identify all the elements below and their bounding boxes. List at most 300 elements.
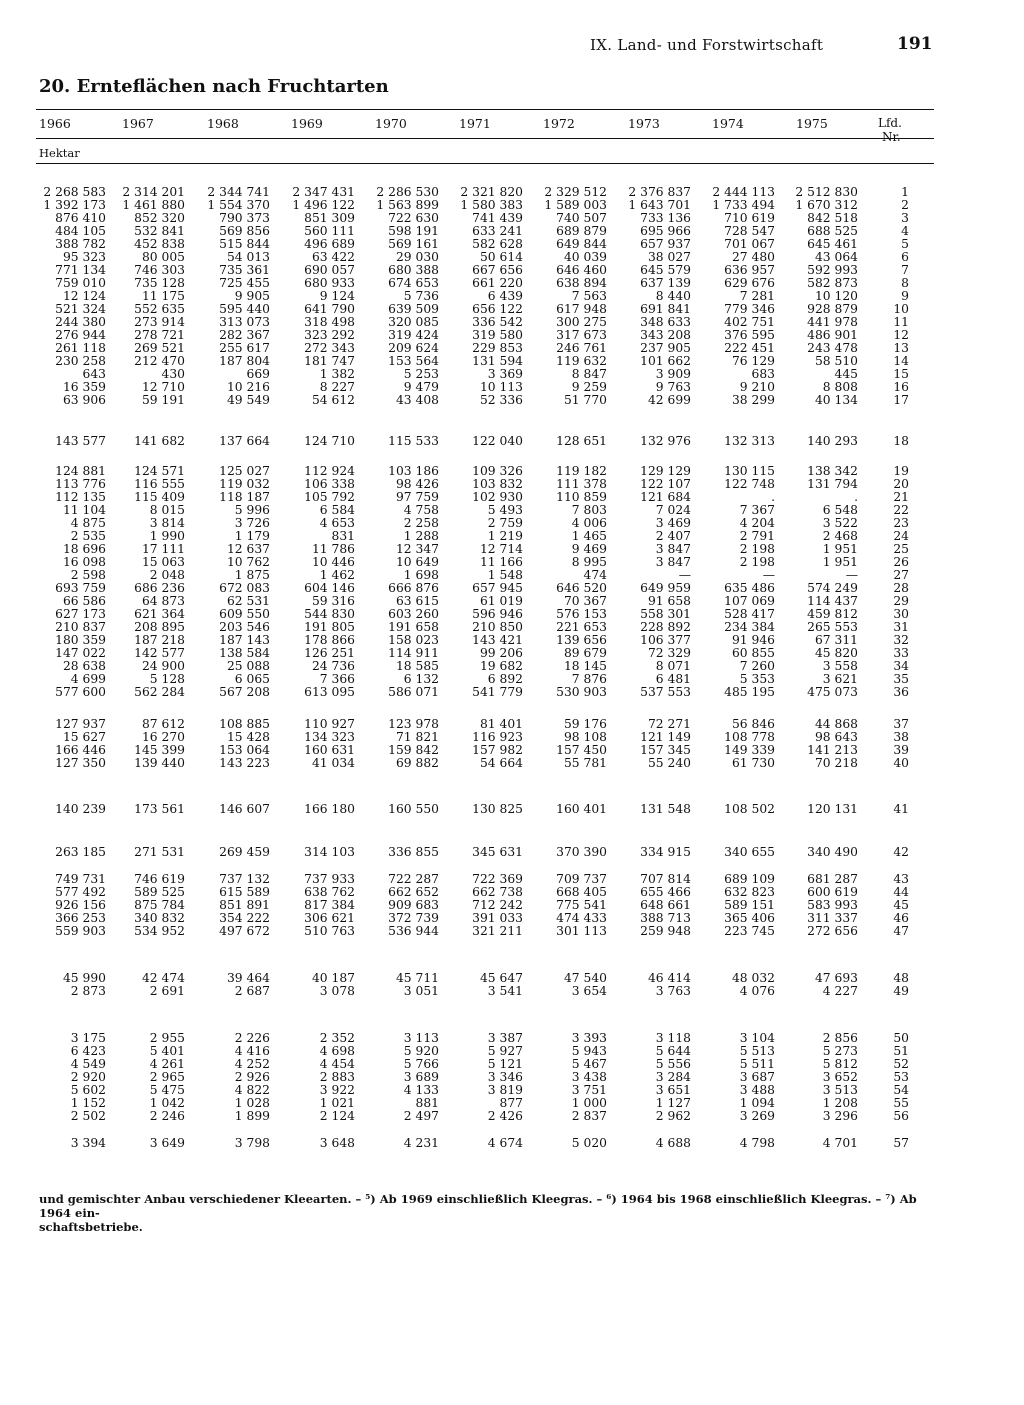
cell-1967: 16 270: [141, 730, 185, 744]
row-number: 36: [893, 685, 909, 699]
table-row: [0, 435, 1024, 448]
cell-1967: 208 895: [134, 620, 185, 634]
cell-1972: 3 654: [571, 984, 607, 998]
cell-1967: 532 841: [134, 224, 185, 238]
cell-1969: 4 653: [319, 516, 355, 530]
cell-1970: 63 615: [395, 594, 439, 608]
cell-1969: 178 866: [304, 633, 355, 647]
cell-1970: 2 286 530: [376, 185, 439, 199]
cell-1968: 595 440: [219, 302, 270, 316]
cell-1971: 661 220: [472, 276, 523, 290]
cell-1969: 11 786: [311, 542, 355, 556]
cell-1969: 831: [331, 529, 355, 543]
cell-1975: 272 656: [807, 924, 858, 938]
cell-1971: 712 242: [472, 898, 523, 912]
row-number: 24: [893, 529, 909, 543]
cell-1966: 2 502: [70, 1109, 106, 1123]
row-number: 22: [893, 503, 909, 517]
cell-1967: 452 838: [134, 237, 185, 251]
year-col-1974: 1974: [712, 116, 744, 131]
cell-1974: 2 198: [739, 542, 775, 556]
cell-1972: 646 520: [556, 581, 607, 595]
cell-1973: 4 688: [655, 1136, 691, 1150]
cell-1969: 3 648: [319, 1136, 355, 1150]
cell-1966: 15 627: [62, 730, 106, 744]
cell-1974: 234 384: [724, 620, 775, 634]
cell-1975: 58 510: [814, 354, 858, 368]
cell-1968: 2 344 741: [207, 185, 270, 199]
cell-1968: 735 361: [219, 263, 270, 277]
cell-1971: 1 219: [487, 529, 523, 543]
cell-1972: 98 108: [563, 730, 607, 744]
cell-1966: 4 875: [70, 516, 106, 530]
cell-1972: 5 020: [571, 1136, 607, 1150]
cell-1971: 633 241: [472, 224, 523, 238]
cell-1970: 97 759: [395, 490, 439, 504]
cell-1973: 637 139: [640, 276, 691, 290]
cell-1974: 149 339: [724, 743, 775, 757]
cell-1969: 112 924: [304, 464, 355, 478]
cell-1968: 725 455: [219, 276, 270, 290]
cell-1975: 340 490: [807, 845, 858, 859]
cell-1966: 749 731: [55, 872, 106, 886]
row-number: 13: [893, 341, 909, 355]
cell-1972: 649 844: [556, 237, 607, 251]
cell-1968: 1 028: [234, 1096, 270, 1110]
cell-1973: 733 136: [640, 211, 691, 225]
cell-1975: 43 064: [814, 250, 858, 264]
cell-1966: 521 324: [55, 302, 106, 316]
cell-1966: 3 394: [70, 1136, 106, 1150]
cell-1967: 2 048: [149, 568, 185, 582]
cell-1968: 4 252: [234, 1057, 270, 1071]
cell-1967: 12 710: [141, 380, 185, 394]
cell-1966: 759 010: [55, 276, 106, 290]
cell-1966: 143 577: [55, 434, 106, 448]
cell-1968: 187 143: [219, 633, 270, 647]
cell-1970: 372 739: [388, 911, 439, 925]
row-number: 1: [901, 185, 909, 199]
cell-1968: 4 416: [234, 1044, 270, 1058]
cell-1974: 56 846: [731, 717, 775, 731]
cell-1972: 2 329 512: [544, 185, 607, 199]
row-number: 38: [893, 730, 909, 744]
cell-1968: 10 762: [226, 555, 270, 569]
cell-1966: 263 185: [55, 845, 106, 859]
cell-1970: 336 855: [388, 845, 439, 859]
cell-1969: 560 111: [304, 224, 355, 238]
cell-1971: 3 346: [487, 1070, 523, 1084]
cell-1967: 852 320: [134, 211, 185, 225]
cell-1968: 108 885: [219, 717, 270, 731]
cell-1972: 51 770: [563, 393, 607, 407]
unit-label: Hektar: [39, 146, 80, 160]
row-number: 47: [893, 924, 909, 938]
cell-1967: 142 577: [134, 646, 185, 660]
cell-1975: 681 287: [807, 872, 858, 886]
cell-1972: 246 761: [556, 341, 607, 355]
cell-1973: 3 909: [655, 367, 691, 381]
cell-1975: 2 468: [822, 529, 858, 543]
cell-1970: 18 585: [395, 659, 439, 673]
cell-1970: 160 550: [388, 802, 439, 816]
cell-1966: 1 392 173: [43, 198, 106, 212]
cell-1975: 582 873: [807, 276, 858, 290]
cell-1967: 80 005: [141, 250, 185, 264]
cell-1968: 569 856: [219, 224, 270, 238]
cell-1975: 265 553: [807, 620, 858, 634]
cell-1972: 111 378: [556, 477, 607, 491]
cell-1973: 648 661: [640, 898, 691, 912]
cell-1972: 8 995: [571, 555, 607, 569]
cell-1974: 402 751: [724, 315, 775, 329]
cell-1974: 635 486: [724, 581, 775, 595]
cell-1973: 259 948: [640, 924, 691, 938]
cell-1968: 672 083: [219, 581, 270, 595]
cell-1973: 42 699: [647, 393, 691, 407]
cell-1969: 9 124: [319, 289, 355, 303]
page-number: 191: [897, 34, 933, 54]
cell-1971: 4 674: [487, 1136, 523, 1150]
row-number: 26: [893, 555, 909, 569]
cell-1968: 203 546: [219, 620, 270, 634]
cell-1970: 881: [415, 1096, 439, 1110]
cell-1972: 668 405: [556, 885, 607, 899]
cell-1968: 119 032: [219, 477, 270, 491]
cell-1970: 159 842: [388, 743, 439, 757]
cell-1970: 1 698: [403, 568, 439, 582]
cell-1973: 1 643 701: [628, 198, 691, 212]
cell-1970: 10 649: [395, 555, 439, 569]
cell-1973: 691 841: [640, 302, 691, 316]
cell-1972: 7 563: [571, 289, 607, 303]
cell-1973: 649 959: [640, 581, 691, 595]
cell-1972: 775 541: [556, 898, 607, 912]
cell-1975: 5 812: [822, 1057, 858, 1071]
cell-1975: 44 868: [814, 717, 858, 731]
lfd-nr-header: [878, 116, 902, 144]
cell-1974: 4 204: [739, 516, 775, 530]
cell-1971: 3 819: [487, 1083, 523, 1097]
cell-1968: 609 550: [219, 607, 270, 621]
cell-1968: 282 367: [219, 328, 270, 342]
cell-1969: 4 454: [319, 1057, 355, 1071]
row-number: 52: [893, 1057, 909, 1071]
cell-1969: 1 496 122: [292, 198, 355, 212]
cell-1969: 323 292: [304, 328, 355, 342]
cell-1966: 127 350: [55, 756, 106, 770]
cell-1966: 3 175: [70, 1031, 106, 1045]
cell-1970: 722 287: [388, 872, 439, 886]
row-number: 42: [893, 845, 909, 859]
cell-1969: 1 462: [319, 568, 355, 582]
cell-1973: 3 284: [655, 1070, 691, 1084]
row-number: 46: [893, 911, 909, 925]
cell-1970: 69 882: [395, 756, 439, 770]
top-rule: [36, 109, 934, 110]
cell-1973: —: [678, 568, 691, 582]
cell-1974: 779 346: [724, 302, 775, 316]
cell-1969: 160 631: [304, 743, 355, 757]
cell-1973: 121 684: [640, 490, 691, 504]
cell-1966: 112 135: [55, 490, 106, 504]
cell-1973: 38 027: [647, 250, 691, 264]
cell-1975: 445: [834, 367, 858, 381]
row-number: 9: [901, 289, 909, 303]
cell-1970: 103 186: [388, 464, 439, 478]
cell-1969: 3 078: [319, 984, 355, 998]
cell-1968: 54 013: [226, 250, 270, 264]
cell-1966: 16 098: [62, 555, 106, 569]
cell-1975: 120 131: [807, 802, 858, 816]
cell-1972: 89 679: [563, 646, 607, 660]
cell-1970: 5 253: [403, 367, 439, 381]
cell-1972: 119 632: [556, 354, 607, 368]
cell-1971: 61 019: [479, 594, 523, 608]
cell-1975: 67 311: [814, 633, 858, 647]
row-number: 54: [893, 1083, 909, 1097]
cell-1970: 4 758: [403, 503, 439, 517]
table-row: [0, 1110, 1024, 1123]
cell-1967: 875 784: [134, 898, 185, 912]
cell-1975: 475 073: [807, 685, 858, 699]
cell-1967: 273 914: [134, 315, 185, 329]
cell-1967: 15 063: [141, 555, 185, 569]
cell-1973: 122 107: [640, 477, 691, 491]
cell-1971: 116 923: [472, 730, 523, 744]
cell-1971: 3 369: [487, 367, 523, 381]
cell-1966: 388 782: [55, 237, 106, 251]
cell-1969: 63 422: [311, 250, 355, 264]
cell-1968: 49 549: [226, 393, 270, 407]
cell-1969: 690 057: [304, 263, 355, 277]
row-number: 17: [893, 393, 909, 407]
cell-1972: 370 390: [556, 845, 607, 859]
cell-1972: 8 847: [571, 367, 607, 381]
cell-1974: 3 104: [739, 1031, 775, 1045]
cell-1975: 47 693: [814, 971, 858, 985]
cell-1966: 2 920: [70, 1070, 106, 1084]
cell-1974: —: [762, 568, 775, 582]
cell-1967: 2 965: [149, 1070, 185, 1084]
cell-1969: 3 922: [319, 1083, 355, 1097]
cell-1970: 569 161: [388, 237, 439, 251]
row-number: 8: [901, 276, 909, 290]
cell-1975: 45 820: [814, 646, 858, 660]
cell-1972: 4 006: [571, 516, 607, 530]
cell-1972: 59 176: [563, 717, 607, 731]
row-number: 16: [893, 380, 909, 394]
cell-1970: 3 113: [403, 1031, 439, 1045]
cell-1973: 3 847: [655, 542, 691, 556]
cell-1975: 3 652: [822, 1070, 858, 1084]
row-number: 15: [893, 367, 909, 381]
cell-1966: 4 699: [70, 672, 106, 686]
cell-1967: 17 111: [141, 542, 185, 556]
cell-1972: 128 651: [556, 434, 607, 448]
cell-1975: 2 856: [822, 1031, 858, 1045]
cell-1966: 166 446: [55, 743, 106, 757]
cell-1974: 636 957: [724, 263, 775, 277]
cell-1966: 5 602: [70, 1083, 106, 1097]
table-title: 20. Ernteflächen nach Fruchtarten: [39, 76, 389, 97]
cell-1975: 688 525: [807, 224, 858, 238]
cell-1969: 1 382: [319, 367, 355, 381]
cell-1967: 746 619: [134, 872, 185, 886]
cell-1968: 1 875: [234, 568, 270, 582]
cell-1969: 8 227: [319, 380, 355, 394]
cell-1968: 118 187: [219, 490, 270, 504]
cell-1966: 18 696: [62, 542, 106, 556]
cell-1967: 269 521: [134, 341, 185, 355]
row-number: 35: [893, 672, 909, 686]
cell-1968: 1 179: [234, 529, 270, 543]
cell-1969: 272 343: [304, 341, 355, 355]
cell-1970: 674 653: [388, 276, 439, 290]
cell-1971: 50 614: [479, 250, 523, 264]
cell-1968: 4 822: [234, 1083, 270, 1097]
cell-1968: 3 798: [234, 1136, 270, 1150]
cell-1971: 6 439: [487, 289, 523, 303]
cell-1972: 301 113: [556, 924, 607, 938]
table-row: [0, 757, 1024, 770]
cell-1974: 61 730: [731, 756, 775, 770]
row-number: 45: [893, 898, 909, 912]
cell-1967: 534 952: [134, 924, 185, 938]
cell-1969: 680 933: [304, 276, 355, 290]
cell-1970: 722 630: [388, 211, 439, 225]
cell-1970: 320 085: [388, 315, 439, 329]
cell-1967: 8 015: [149, 503, 185, 517]
cell-1971: 656 122: [472, 302, 523, 316]
cell-1969: 126 251: [304, 646, 355, 660]
cell-1966: 127 937: [55, 717, 106, 731]
cell-1967: 11 175: [141, 289, 185, 303]
cell-1966: 366 253: [55, 911, 106, 925]
cell-1973: 343 208: [640, 328, 691, 342]
row-number: 14: [893, 354, 909, 368]
cell-1974: 9 210: [739, 380, 775, 394]
cell-1966: 28 638: [62, 659, 106, 673]
cell-1974: 132 313: [724, 434, 775, 448]
cell-1967: 340 832: [134, 911, 185, 925]
cell-1975: 3 621: [822, 672, 858, 686]
cell-1974: 340 655: [724, 845, 775, 859]
cell-1974: 91 946: [731, 633, 775, 647]
cell-1974: 2 444 113: [712, 185, 775, 199]
cell-1968: 790 373: [219, 211, 270, 225]
cell-1969: 134 323: [304, 730, 355, 744]
cell-1966: 276 944: [55, 328, 106, 342]
cell-1967: 2 246: [149, 1109, 185, 1123]
cell-1971: 741 439: [472, 211, 523, 225]
row-number: 6: [901, 250, 909, 264]
row-number: 10: [893, 302, 909, 316]
cell-1973: 707 814: [640, 872, 691, 886]
cell-1971: 45 647: [479, 971, 523, 985]
cell-1969: 318 498: [304, 315, 355, 329]
cell-1973: 3 847: [655, 555, 691, 569]
cell-1971: 722 369: [472, 872, 523, 886]
cell-1970: 598 191: [388, 224, 439, 238]
cell-1974: 7 367: [739, 503, 775, 517]
cell-1969: 2 347 431: [292, 185, 355, 199]
cell-1967: 686 236: [134, 581, 185, 595]
cell-1972: 5 467: [571, 1057, 607, 1071]
cell-1970: 680 388: [388, 263, 439, 277]
cell-1970: 45 711: [395, 971, 439, 985]
cell-1968: 6 065: [234, 672, 270, 686]
cell-1972: 7 876: [571, 672, 607, 686]
cell-1969: 124 710: [304, 434, 355, 448]
cell-1972: 9 259: [571, 380, 607, 394]
cell-1971: 391 033: [472, 911, 523, 925]
cell-1968: 567 208: [219, 685, 270, 699]
cell-1974: .: [771, 490, 775, 504]
cell-1971: 130 825: [472, 802, 523, 816]
cell-1970: 3 051: [403, 984, 439, 998]
cell-1975: 4 701: [822, 1136, 858, 1150]
cell-1967: 141 682: [134, 434, 185, 448]
cell-1973: 6 481: [655, 672, 691, 686]
cell-1972: 110 859: [556, 490, 607, 504]
cell-1971: 5 493: [487, 503, 523, 517]
cell-1970: 5 766: [403, 1057, 439, 1071]
row-number: 33: [893, 646, 909, 660]
cell-1973: 8 440: [655, 289, 691, 303]
cell-1974: 130 115: [724, 464, 775, 478]
cell-1975: 6 548: [822, 503, 858, 517]
cell-1973: 695 966: [640, 224, 691, 238]
cell-1974: 710 619: [724, 211, 775, 225]
cell-1973: 558 301: [640, 607, 691, 621]
cell-1973: 2 962: [655, 1109, 691, 1123]
cell-1967: 430: [161, 367, 185, 381]
cell-1971: 662 738: [472, 885, 523, 899]
cell-1971: 3 541: [487, 984, 523, 998]
cell-1966: 124 881: [55, 464, 106, 478]
cell-1966: 140 239: [55, 802, 106, 816]
cell-1968: 137 664: [219, 434, 270, 448]
cell-1974: 5 353: [739, 672, 775, 686]
cell-1971: 131 594: [472, 354, 523, 368]
cell-1970: 586 071: [388, 685, 439, 699]
row-number: 40: [893, 756, 909, 770]
cell-1974: 728 547: [724, 224, 775, 238]
cell-1973: 3 118: [655, 1031, 691, 1045]
cell-1974: 589 151: [724, 898, 775, 912]
table-row: [0, 925, 1024, 938]
cell-1966: 926 156: [55, 898, 106, 912]
cell-1975: 131 794: [807, 477, 858, 491]
cell-1967: 212 470: [134, 354, 185, 368]
cell-1973: 3 469: [655, 516, 691, 530]
cell-1973: 3 651: [655, 1083, 691, 1097]
cell-1970: 4 133: [403, 1083, 439, 1097]
cell-1968: 9 905: [234, 289, 270, 303]
cell-1971: 582 628: [472, 237, 523, 251]
cell-1967: 59 191: [141, 393, 185, 407]
cell-1975: 1 951: [822, 555, 858, 569]
cell-1971: 52 336: [479, 393, 523, 407]
cell-1969: 6 584: [319, 503, 355, 517]
cell-1968: 269 459: [219, 845, 270, 859]
cell-1968: 146 607: [219, 802, 270, 816]
cell-1970: 6 132: [403, 672, 439, 686]
cell-1975: 8 808: [822, 380, 858, 394]
row-number: 25: [893, 542, 909, 556]
cell-1975: 311 337: [807, 911, 858, 925]
